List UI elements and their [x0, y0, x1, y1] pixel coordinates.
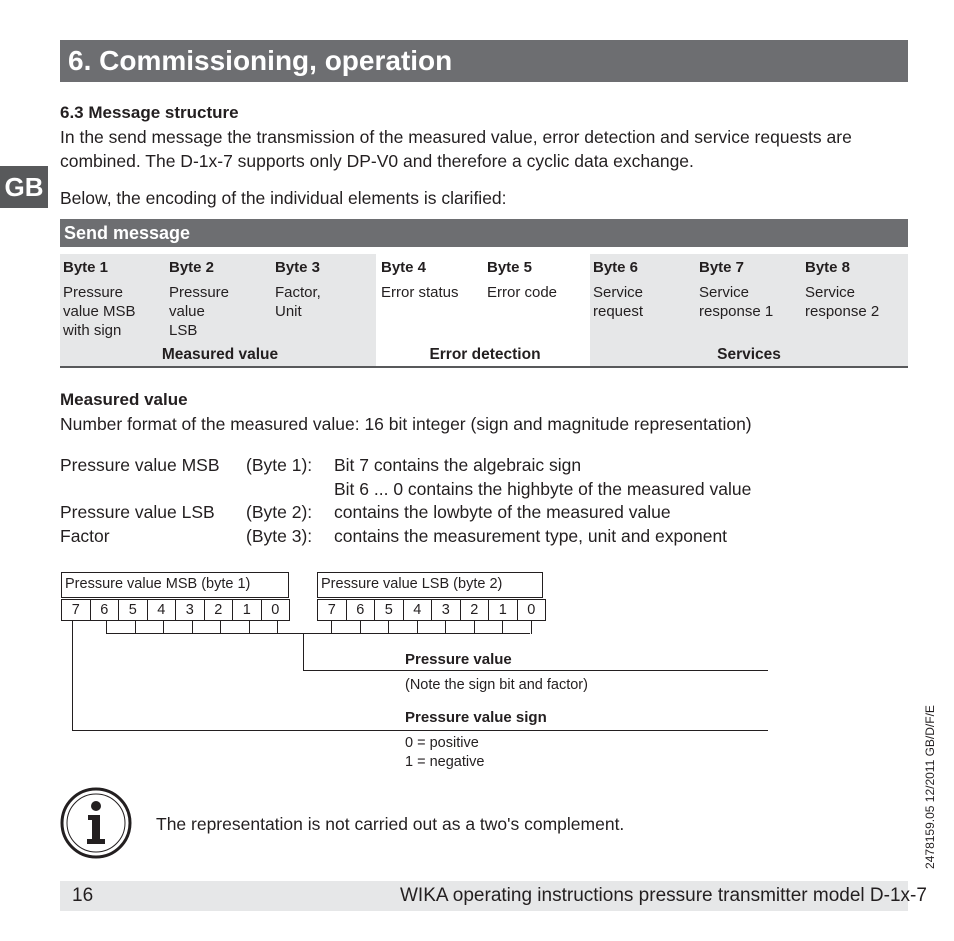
row-factor-byte: (Byte 3):	[246, 526, 313, 546]
msb-bit-cell: 3	[175, 599, 205, 621]
lsb-bit-cell: 2	[460, 599, 490, 621]
table-title: Send message	[60, 219, 908, 247]
lsb-bit-cell: 1	[488, 599, 518, 621]
chapter-title: 6. Commissioning, operation	[60, 40, 908, 82]
msb-byte-label: Pressure value MSB (byte 1)	[61, 572, 289, 598]
language-tab: GB	[0, 166, 48, 208]
page-number: 16	[72, 885, 94, 906]
byte-header: Byte 4	[381, 259, 427, 276]
bracket-tick	[220, 621, 221, 634]
lsb-bit-cell: 7	[317, 599, 347, 621]
bracket-tick	[531, 621, 532, 634]
info-icon	[60, 787, 132, 859]
byte-description-line: Error status	[381, 284, 459, 301]
document-code-text: 2478159.05 12/2011 GB/D/F/E	[923, 705, 937, 869]
bracket-tick	[135, 621, 136, 634]
lsb-bit-cell: 4	[403, 599, 433, 621]
byte-header: Byte 3	[275, 259, 321, 276]
msb-bit-cell: 5	[118, 599, 148, 621]
byte-header: Byte 8	[805, 259, 851, 276]
row-msb-byte: (Byte 1):	[246, 455, 313, 475]
send-message-table	[60, 254, 908, 366]
byte-column	[487, 258, 591, 302]
byte-column	[169, 258, 273, 340]
lsb-bit-cell: 0	[517, 599, 547, 621]
intro-line-1: In the send message the transmission of the measured value, error detection and service requests are	[60, 127, 852, 147]
pressure-sign-label: Pressure value sign	[405, 709, 547, 726]
row-factor-name: Factor	[60, 526, 110, 546]
number-format-text: Number format of the measured value: 16 bit integer (sign and magnitude representation)	[60, 414, 752, 434]
row-lsb-name: Pressure value LSB	[60, 502, 215, 522]
byte-column	[381, 258, 485, 302]
bracket-tick	[331, 621, 332, 634]
byte-description-line: request	[593, 303, 644, 320]
byte-description-line: Factor,	[275, 284, 321, 301]
byte-description-line: Pressure	[169, 284, 230, 301]
lsb-bit-cell: 6	[346, 599, 376, 621]
row-lsb-byte: (Byte 2):	[246, 502, 313, 522]
pressure-value-note: (Note the sign bit and factor)	[405, 677, 588, 693]
byte-description-line: Service	[593, 284, 644, 301]
sign-negative: 1 = negative	[405, 754, 485, 770]
value-connector-horizontal	[303, 670, 768, 671]
sign-positive: 0 = positive	[405, 735, 479, 751]
section-heading: 6.3 Message structure	[60, 103, 239, 122]
byte-header: Byte 6	[593, 259, 639, 276]
byte-description-line: value MSB	[63, 303, 136, 320]
bracket-tick	[163, 621, 164, 634]
footer-title: WIKA operating instructions pressure transmitter model D-1x-7	[400, 885, 927, 906]
msb-bit-cell: 1	[232, 599, 262, 621]
pressure-value-label: Pressure value	[405, 651, 512, 668]
document-code	[920, 692, 940, 882]
bracket-tick	[474, 621, 475, 634]
lsb-byte-label: Pressure value LSB (byte 2)	[317, 572, 543, 598]
byte-description-line: value	[169, 303, 205, 320]
bracket-tick	[417, 621, 418, 634]
bracket-tick	[192, 621, 193, 634]
group-label-services: Services	[717, 346, 781, 363]
msb-bit-cell: 0	[261, 599, 291, 621]
byte-description-line: response 2	[805, 303, 880, 320]
byte-description-line: Unit	[275, 303, 302, 320]
bracket-tick	[502, 621, 503, 634]
byte-column	[805, 258, 909, 321]
group-label-measured: Measured value	[161, 346, 279, 363]
sign-connector-horizontal	[72, 730, 768, 731]
bracket-tick	[106, 621, 107, 634]
byte-description-line: Error code	[487, 284, 558, 301]
group-label-error: Error detection	[429, 346, 541, 363]
bracket-tick	[445, 621, 446, 634]
byte-column	[593, 258, 697, 321]
byte-header: Byte 1	[63, 259, 109, 276]
byte-header: Byte 5	[487, 259, 533, 276]
byte-header: Byte 2	[169, 259, 215, 276]
bracket-tick	[360, 621, 361, 634]
byte-description-line: Pressure	[63, 284, 124, 301]
note-text: The representation is not carried out as a two's complement.	[156, 814, 625, 834]
byte-description-line: Service	[699, 284, 750, 301]
value-connector-vertical	[303, 633, 304, 671]
byte-column	[699, 258, 803, 321]
row-factor-desc: contains the measurement type, unit and exponent	[334, 526, 728, 546]
table-bottom-rule	[60, 366, 908, 368]
intro-line-2: combined. The D-1x-7 supports only DP-V0 and therefore a cyclic data exchange.	[60, 151, 694, 171]
byte-description-line: response 1	[699, 303, 774, 320]
bracket-tick	[249, 621, 250, 634]
lsb-bit-cell: 3	[431, 599, 461, 621]
msb-bit-cell: 6	[90, 599, 120, 621]
bracket-tick	[388, 621, 389, 634]
lsb-bit-cell: 5	[374, 599, 404, 621]
bracket-tick	[277, 621, 278, 634]
row-msb-name: Pressure value MSB	[60, 455, 220, 475]
row-lsb-desc: contains the lowbyte of the measured value	[334, 502, 671, 522]
msb-bit-cell: 2	[204, 599, 234, 621]
byte-column	[275, 258, 379, 321]
msb-bit-cell: 7	[61, 599, 91, 621]
msb-bit-cell: 4	[147, 599, 177, 621]
intro-line-3: Below, the encoding of the individual elements is clarified:	[60, 188, 507, 208]
byte-description-line: Service	[805, 284, 856, 301]
byte-column	[63, 258, 167, 340]
byte-header: Byte 7	[699, 259, 745, 276]
value-bracket-horizontal	[106, 633, 530, 634]
measured-heading: Measured value	[60, 390, 188, 409]
row-msb-desc-2: Bit 6 ... 0 contains the highbyte of the measured value	[334, 479, 752, 499]
byte-description-line: with sign	[63, 322, 122, 339]
row-msb-desc: Bit 7 contains the algebraic sign	[334, 455, 582, 475]
sign-connector-vertical	[72, 621, 73, 731]
byte-description-line: LSB	[169, 322, 198, 339]
